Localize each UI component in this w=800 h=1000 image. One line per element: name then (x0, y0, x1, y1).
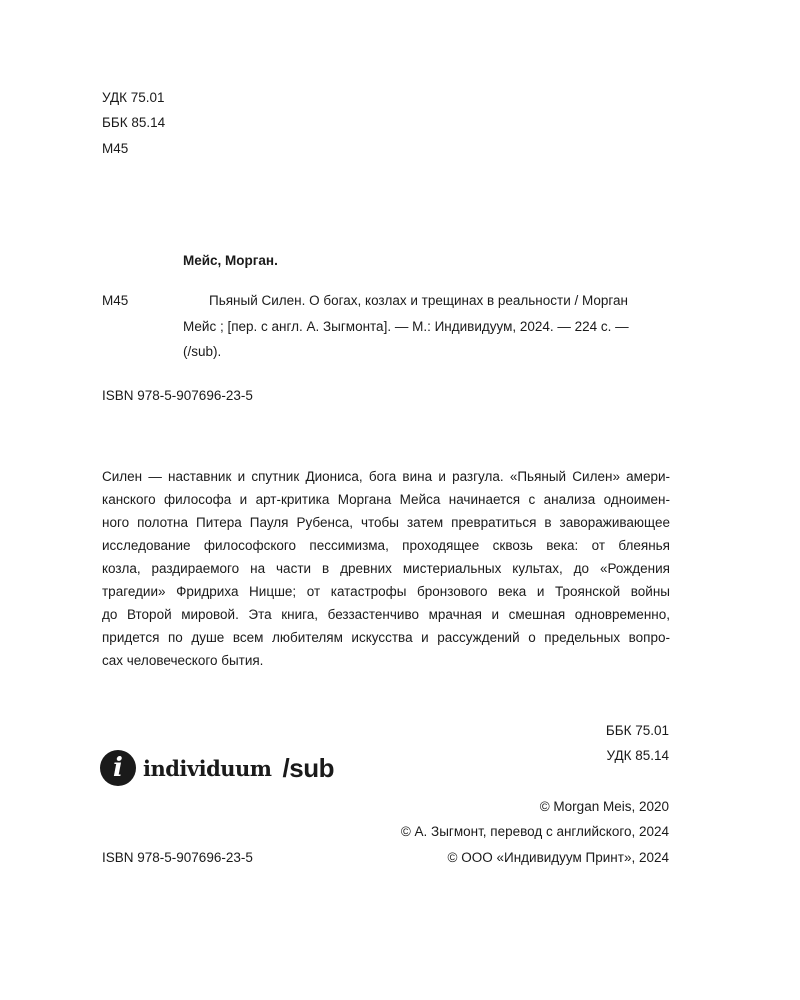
annotation (102, 468, 670, 675)
annotation-line: сах человеческого бытия. (102, 653, 264, 668)
annotation-line: Силен — наставник и спутник Диониса, бога вина и разгула. «Пьяный Силен» амери- (102, 469, 670, 484)
publisher-logo (100, 750, 334, 786)
footer-udk: УДК 85.14 (606, 748, 669, 763)
annotation-line: козла, раздираемого на части в древних мистериальных культах, до «Рождения (102, 561, 670, 576)
copyright-translation: © А. Зыгмонт, перевод с английского, 2024 (400, 824, 669, 839)
footer-isbn: ISBN 978-5-907696-23-5 (102, 850, 253, 865)
annotation-line: ного полотна Питера Пауля Рубенса, чтобы затем превратиться в завораживающее (102, 515, 670, 530)
bib-line-2: Мейс ; [пер. с англ. А. Зыгмонта]. — М.: Индивидуум, 2024. — 224 с. — (183, 319, 629, 334)
footer-bbk: ББК 75.01 (605, 723, 669, 738)
author-heading: Мейс, Морган. (183, 253, 278, 268)
annotation-line: исследование философского пессимизма, проходящее сквозь века: от блеянья (102, 538, 670, 553)
bbk-code: ББК 85.14 (102, 115, 166, 130)
annotation-line: трагедии» Фридриха Ницше; от катастрофы бронзового века и Троянской войны (102, 584, 670, 599)
individuum-logo-icon: i (100, 750, 136, 786)
bib-isbn: ISBN 978-5-907696-23-5 (102, 388, 253, 403)
sub-series-mark: /sub (282, 752, 334, 783)
copyright-author: © Morgan Meis, 2020 (539, 799, 669, 814)
author-mark: М45 (102, 141, 129, 156)
individuum-wordmark: individuum (143, 755, 272, 781)
bib-author-mark: М45 (102, 293, 129, 308)
bib-line-3: (/sub). (183, 344, 222, 359)
copyright-publisher: © ООО «Индивидуум Принт», 2024 (447, 850, 669, 865)
annotation-line: до Второй мировой. Эта книга, беззастенчиво мрачная и смешная одновременно, (102, 607, 670, 622)
bib-line-1: Пьяный Силен. О богах, козлах и трещинах в реальности / Морган (209, 293, 629, 308)
annotation-line: канского философа и арт-критика Моргана Мейса начинается с анализа одноимен- (102, 492, 670, 507)
annotation-line: придется по душе всем любителям искусства и рассуждений о предельных вопро- (102, 630, 670, 645)
udk-code: УДК 75.01 (102, 90, 165, 105)
